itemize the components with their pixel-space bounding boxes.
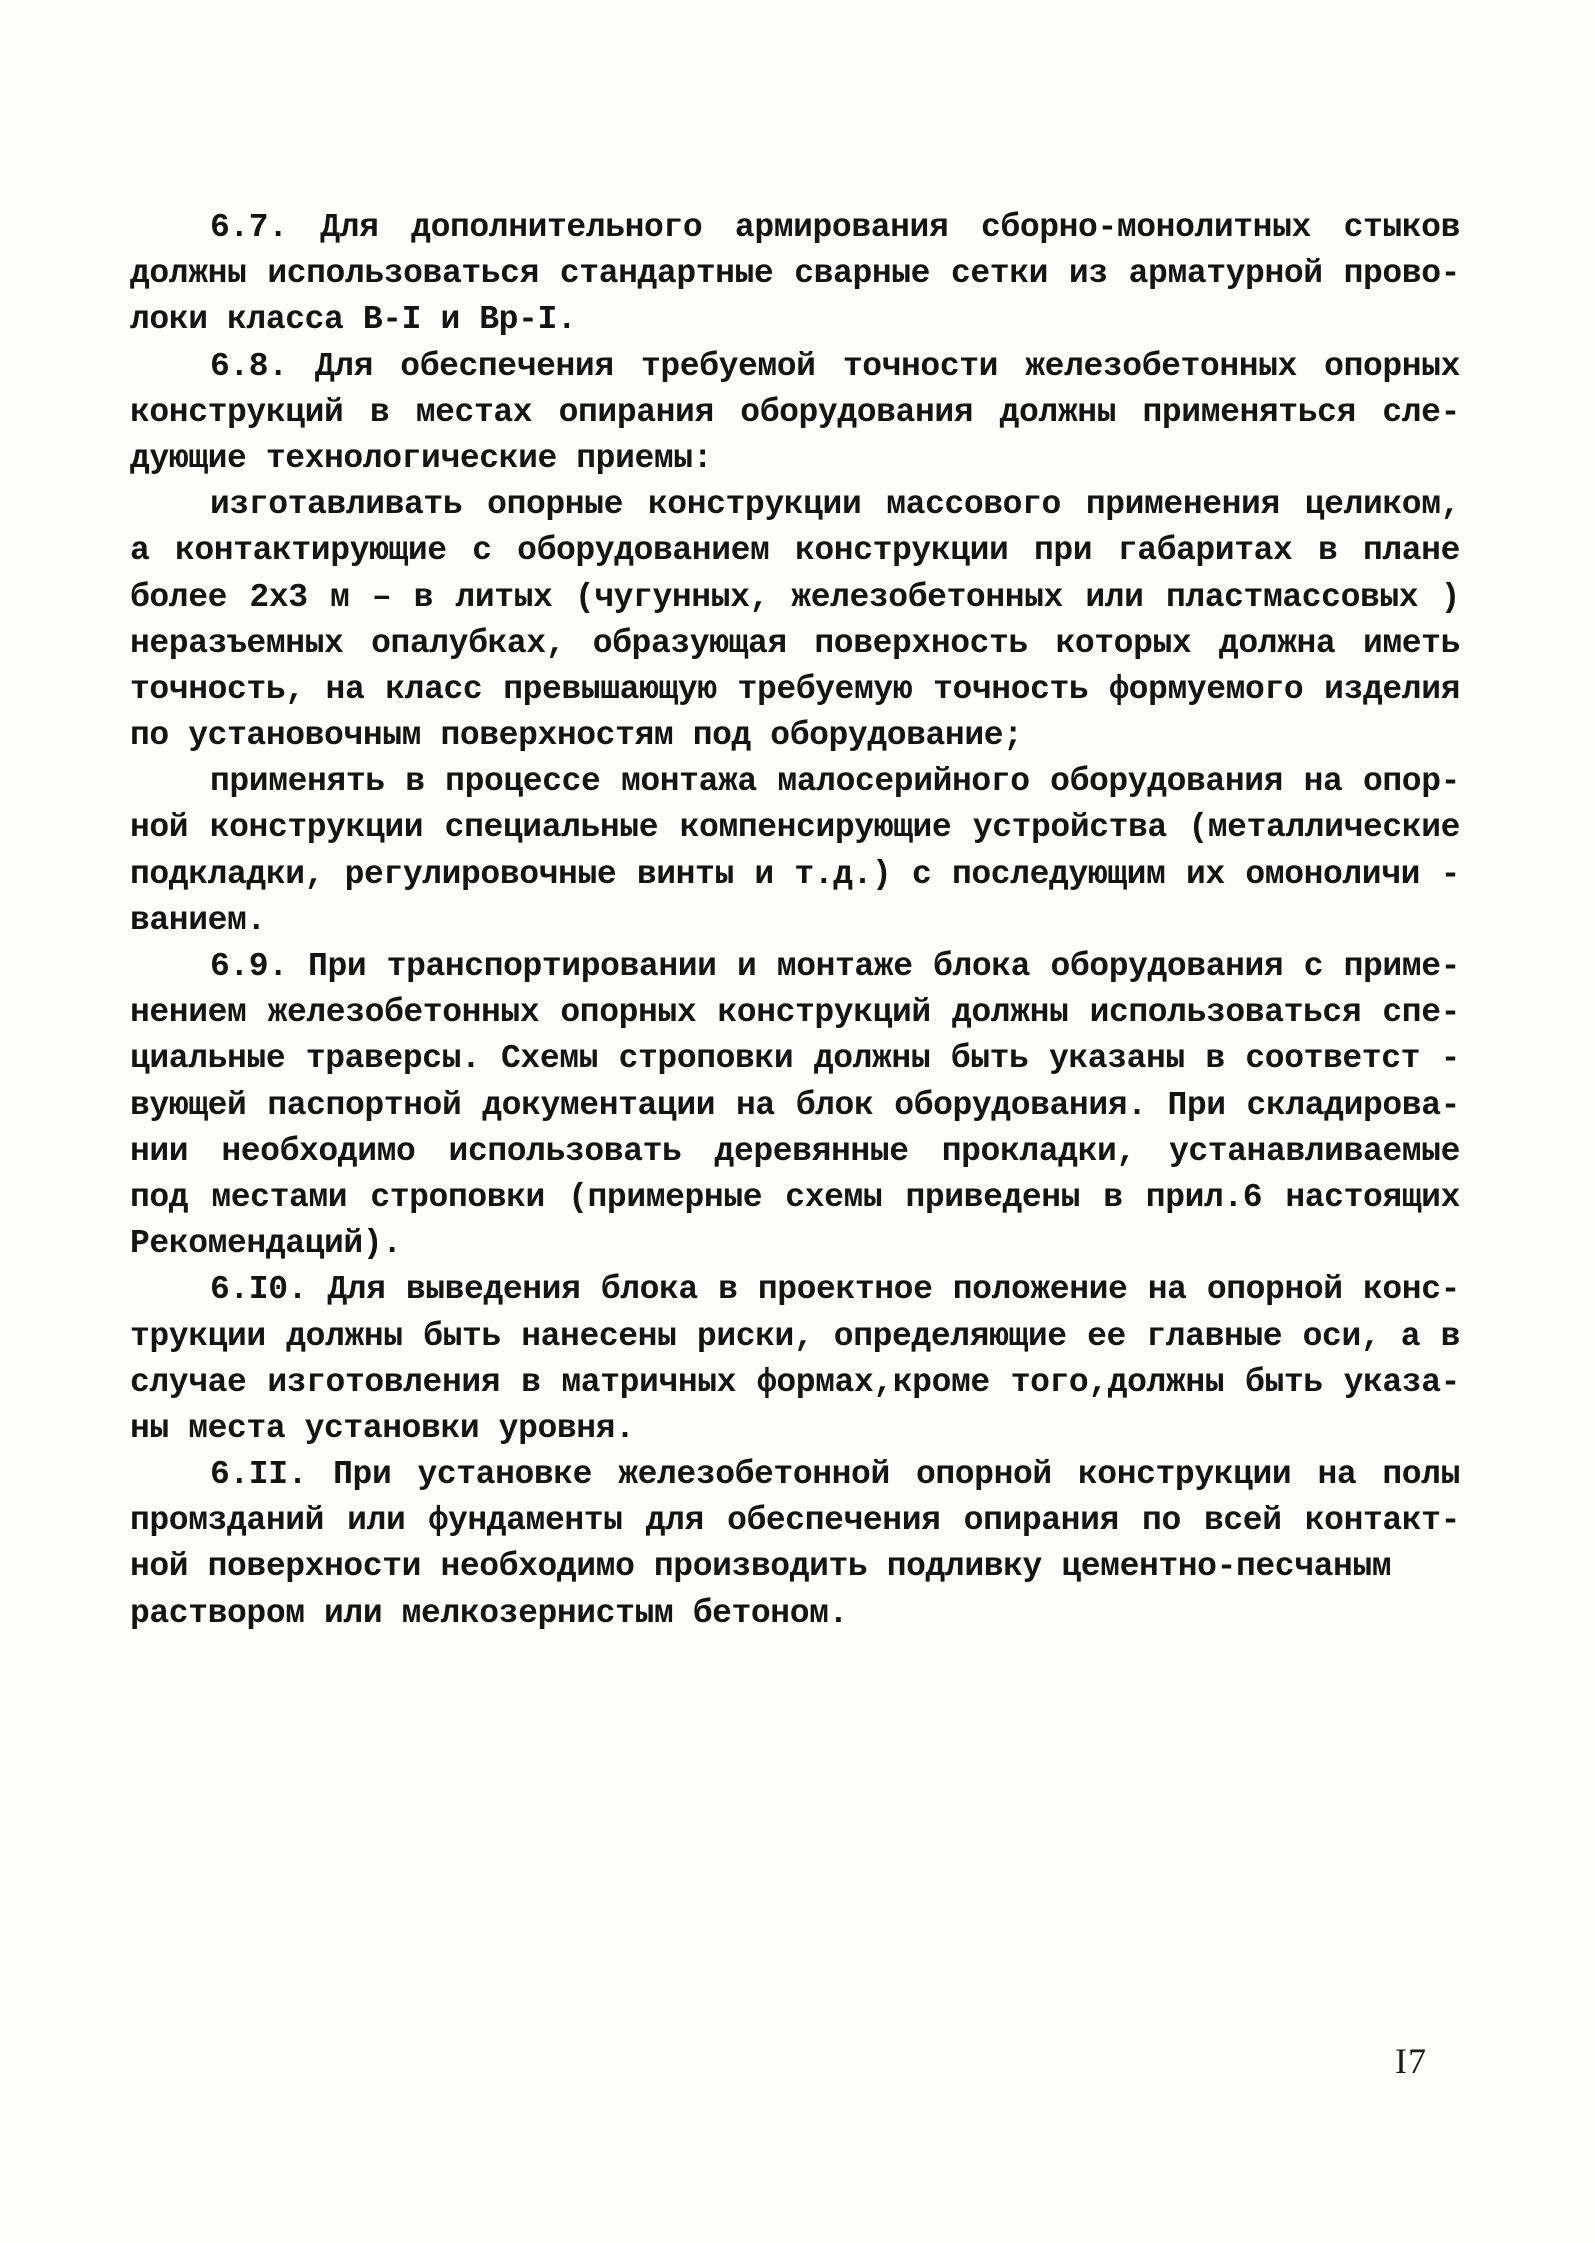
text-line: промзданий или фундаменты для обеспечения опирания по всей контакт- xyxy=(130,1502,1460,1540)
text-line: трукции должны быть нанесены риски, определяющие ее главные оси, а в xyxy=(130,1317,1460,1355)
text-line: 6.8. Для обеспечения требуемой точности железобетонных опорных xyxy=(210,347,1460,385)
paragraph-6-7 xyxy=(130,205,1460,344)
text-line: ны места установки уровня. xyxy=(130,1409,635,1447)
text-line: 6.I0. Для выведения блока в проектное положение на опорной конс- xyxy=(210,1271,1460,1309)
text-line: ной конструкции специальные компенсирующие устройства (металлические xyxy=(130,809,1460,847)
text-line: должны использоваться стандартные сварные сетки из арматурной прово- xyxy=(130,255,1460,293)
paragraph-6-11 xyxy=(130,1452,1460,1637)
text-line: вующей паспортной документации на блок оборудования. При складирова- xyxy=(130,1086,1460,1124)
text-line: 6.9. При транспортировании и монтаже блока оборудования с приме- xyxy=(210,948,1460,985)
text-line: применять в процессе монтажа малосерийного оборудования на опор- xyxy=(210,763,1460,801)
text-line: изготавливать опорные конструкции массового применения целиком, xyxy=(210,486,1460,524)
text-line: нии необходимо использовать деревянные прокладки, устанавливаемые xyxy=(130,1132,1460,1170)
text-line: более 2х3 м – в литых (чугунных, железобетонных или пластмассовых ) xyxy=(130,578,1460,616)
page-number: I7 xyxy=(1395,2041,1427,2081)
text-line: конструкций в местах опирания оборудования должны применяться сле- xyxy=(130,393,1460,431)
text-line: неразъемных опалубках, образующая поверхность которых должна иметь xyxy=(130,624,1460,662)
paragraph-6-8-item-1 xyxy=(130,482,1460,759)
text-line: под местами строповки (примерные схемы приведены в прил.6 настоящих xyxy=(130,1178,1460,1216)
text-line: ванием. xyxy=(130,901,266,939)
paragraph-6-8 xyxy=(130,344,1460,483)
text-line: циальные траверсы. Схемы строповки должны быть указаны в соответст - xyxy=(130,1040,1460,1078)
text-line: 6.II. При установке железобетонной опорной конструкции на полы xyxy=(210,1456,1460,1494)
text-line: локи класса В-I и Вр-I. xyxy=(130,301,577,339)
text-line: случае изготовления в матричных формах,кроме того,должны быть указа- xyxy=(130,1363,1460,1401)
body-text xyxy=(130,205,1460,1637)
text-line: ной поверхности необходимо производить подливку цементно-песчаным xyxy=(130,1548,1392,1586)
text-line: раствором или мелкозернистым бетоном. xyxy=(130,1594,848,1632)
text-line: точность, на класс превышающую требуемую точность формуемого изделия xyxy=(130,670,1460,708)
text-line: подкладки, регулировочные винты и т.д.) с последующим их омоноличи - xyxy=(130,855,1460,893)
paragraph-6-10 xyxy=(130,1267,1460,1452)
text-line: дующие технологические приемы: xyxy=(130,439,713,477)
text-line: Рекомендаций). xyxy=(130,1225,402,1263)
text-line: нением железобетонных опорных конструкций должны использоваться спе- xyxy=(130,994,1460,1032)
text-line: по установочным поверхностям под оборудование; xyxy=(130,717,1023,755)
paragraph-6-9 xyxy=(130,944,1460,1267)
paragraph-6-8-item-2 xyxy=(130,759,1460,944)
text-line: а контактирующие с оборудованием конструкции при габаритах в плане xyxy=(130,532,1460,570)
text-line: 6.7. Для дополнительного армирования сборно-монолитных стыков xyxy=(210,209,1460,246)
